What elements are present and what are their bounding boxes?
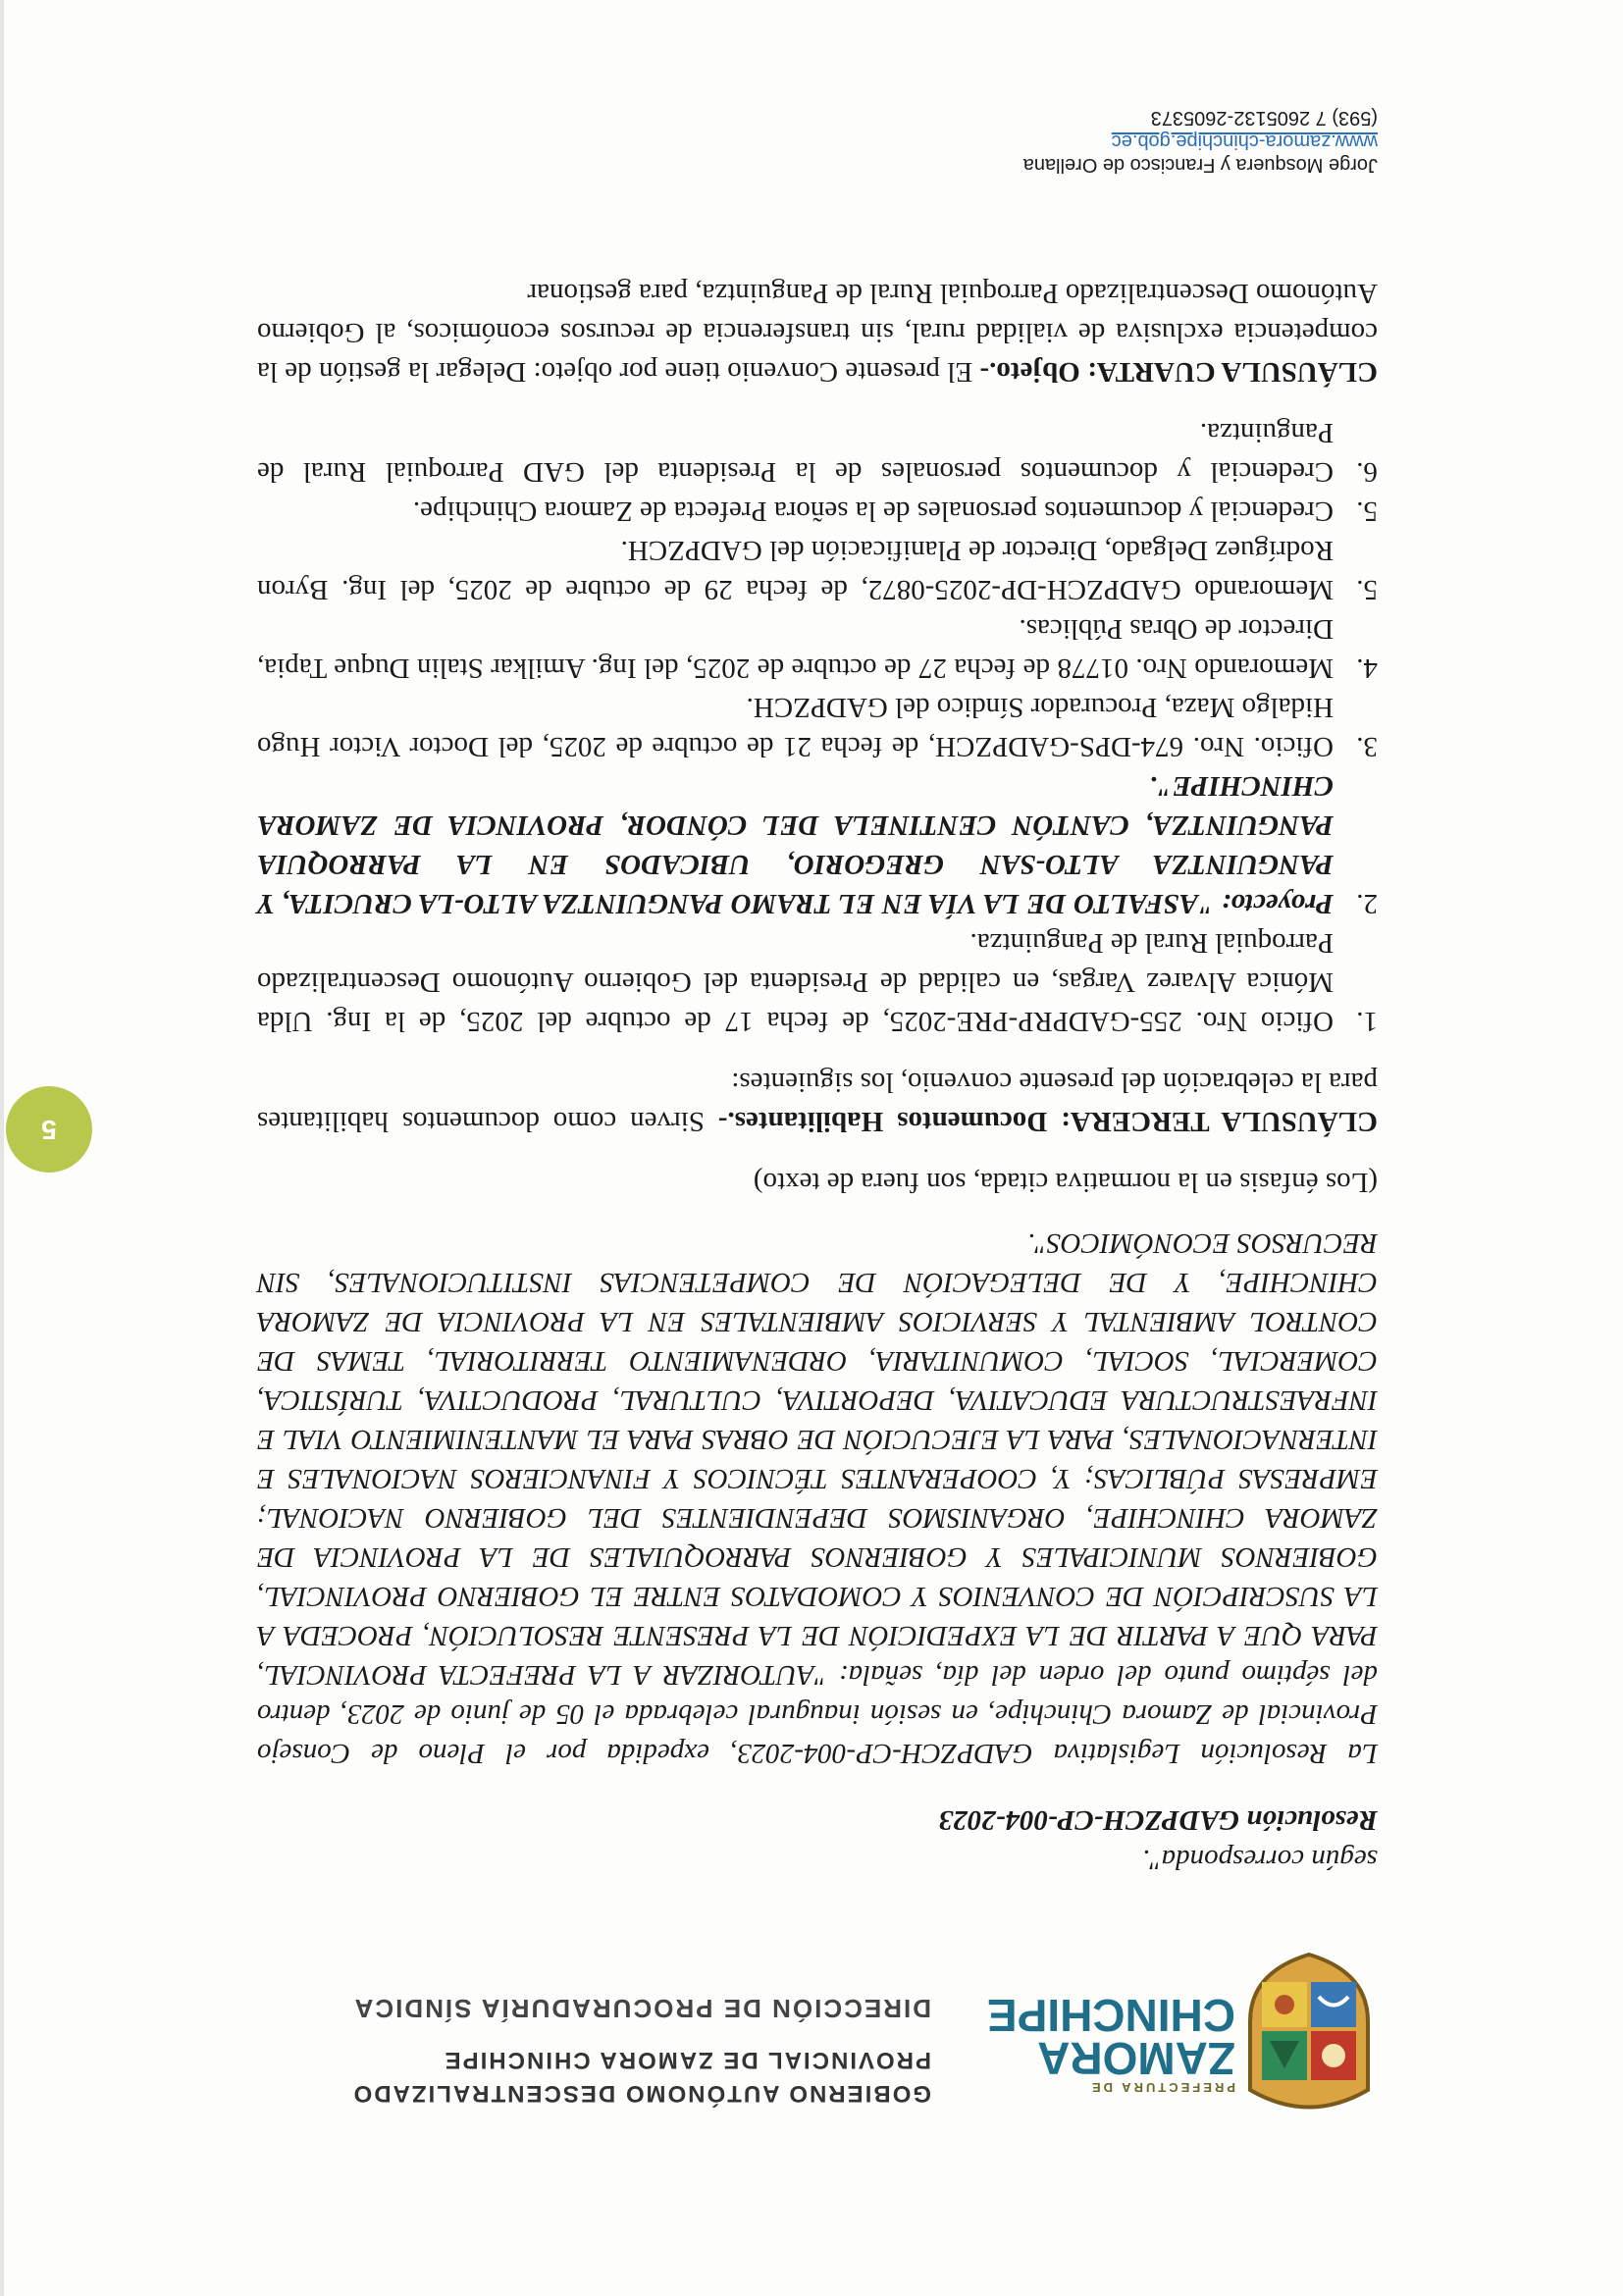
logo-name-chinchipe: CHINCHIPE [986,1990,1235,2041]
list-item: 3. Oficio. Nro. 674-DPS-GADPZCH, de fecha 21 de octubre de 2025, del Doctor Victor Hugo Hidalgo Maza, Procurador Síndico del GADPZCH. [257,692,1378,762]
clause-third [257,1063,1378,1141]
list-item: 6. Credencial y documentos personales de la Presidenta del GAD Parroquial Rural de Panguintza. [257,417,1378,488]
footer [1023,106,1378,177]
coat-of-arms-icon [1240,1953,1378,2119]
logo-name-zamora: ZAMORA [1037,2033,1235,2084]
footer-address: Jorge Mosquera y Francisco de Orellana [1022,154,1378,176]
list-item: 4. Memorando Nro. 01778 de fecha 27 de octubre de 2025, del Ing. Amilkar Stalin Duque Tapia, Director de Obras Públicas. [257,613,1378,684]
clause-third-text: Sirven como documentos habilitantes para la celebración del presente convenio, los siguientes: [257,1067,1378,1137]
prefecture-logo [966,1933,1378,2129]
footer-website-link[interactable]: www.zamora-chinchipe.gob.ec [1111,130,1378,152]
logo-text [986,1990,1235,2095]
list-item: 5. Credencial y documentos personales de la señora Prefecta de Zamora Chinchipe. [412,496,1378,527]
org-name-line-2: PROVINCIAL DE ZAMORA CHINCHIPE [443,2047,931,2073]
list-item: 5. Memorando GADPZCH-DP-2025-0872, de fecha 29 de octubre de 2025, del Ing. Byron Rodríguez Delgado, Director de Planificación del GADPZCH. [257,535,1378,605]
scan-edge [0,0,4,2296]
clause-third-heading: CLÁUSULA TERCERA: Documentos Habilitantes.- [717,1106,1378,1137]
clause-fourth [257,274,1378,391]
habilitating-documents-list [257,413,1378,1041]
organization-block [352,1993,931,2110]
clause-fourth-heading: CLÁUSULA CUARTA: Objeto.- [979,356,1378,388]
resolution-paragraph: La Resolución Legislativa GADPZCH-CP-004-2023, expedida por el Pleno de Consejo Provincial de Zamora Chinchipe, en sesión inaugural celebrada el 05 de junio de 2023, dentro del séptimo punto del orden del día, señala: "AUTORIZAR A LA PREFECTA PROVINCIAL, PARA QUE A PARTIR DE LA EXPEDICIÓN DE LA PRESENTE RESOLUCIÓN, PROCEDA A LA SUSCRIPCIÓN DE CONVENIOS Y COMODATOS ENTRE EL GOBIERNO PROVINCIAL, GOBIERNOS MUNICIPALES Y GOBIERNOS PARROQUIALES DE LA PROVINCIA DE ZAMORA CHINCHIPE, ORGANISMOS DEPENDIENTES DEL GOBIERNO NACIONAL; EMPRESAS PÚBLICAS; Y, COOPERANTES TÉCNICOS Y FINANCIEROS NACIONALES E INTERNACIONALES, PARA LA EJECUCIÓN DE OBRAS PARA EL MANTENIMIENTO VIAL E INFRAESTRUCTURA EDUCATIVA, DEPORTIVA, CULTURAL, PRODUCTIVA, TURÍSTICA, COMERCIAL, SOCIAL, COMUNITARIA, ORDENAMIENTO TERRITORIAL, TEMAS DE CONTROL AMBIENTAL Y SERVICIOS AMBIENTALES EN LA PROVINCIA DE ZAMORA CHINCHIPE, Y DE DELEGACIÓN DE COMPETENCIAS INSTITUCIONALES, SIN RECURSOS ECONÓMICOS". [257,1227,1378,1769]
logo-prefix: PREFECTURA DE [1088,2080,1235,2095]
intro-fragment: según corresponda". [1142,1844,1378,1875]
clause-fourth-text: El presente Convenio tiene por objeto: Delegar la gestión de la competencia exclusiva de vialidad rural, sin transferencia de recursos económicos, al Gobierno Autónomo Descentralizado Parroquial Rural de Panguintza, para gestionar [257,278,1378,388]
resolution-title: Resolución GADPZCH-CP-004-2023 [938,1804,1378,1836]
org-name-line-1: GOBIERNO AUTÓNOMO DESCENTRALIZADO [351,2080,931,2107]
emphasis-note: (Los énfasis en la normativa citada, son fuera de texto) [753,1167,1378,1198]
letterhead [200,1904,1378,2129]
footer-phone: (593) 7 2605132-2605373 [1150,107,1378,129]
list-item: 2. Proyecto: "ASFALTO DE LA VÍA EN EL TRAMO PANGUINTZA ALTO-LA CRUCITA, Y PANGUINTZA ALTO-SAN GREGORIO, UBICADOS EN LA PARROQUIA PANGUINTZA, CANTÓN CENTINELA DEL CÓNDOR, PROVINCIA DE ZAMORA CHINCHIPE". [257,770,1378,919]
list-item: 1. Oficio Nro. 255-GADPRP-PRE-2025, de fecha 17 de octubre del 2025, de la Ing. Ulda Mónica Alvarez Vargas, en calidad de Presidenta del Gobierno Autónomo Descentralizado Parroquial Rural de Panguintza. [257,927,1378,1037]
direction-title: DIRECCIÓN DE PROCURADURÍA SÍNDICA [352,1994,931,2023]
page-number-badge: 5 [6,1086,92,1173]
document-body [257,274,1378,1879]
